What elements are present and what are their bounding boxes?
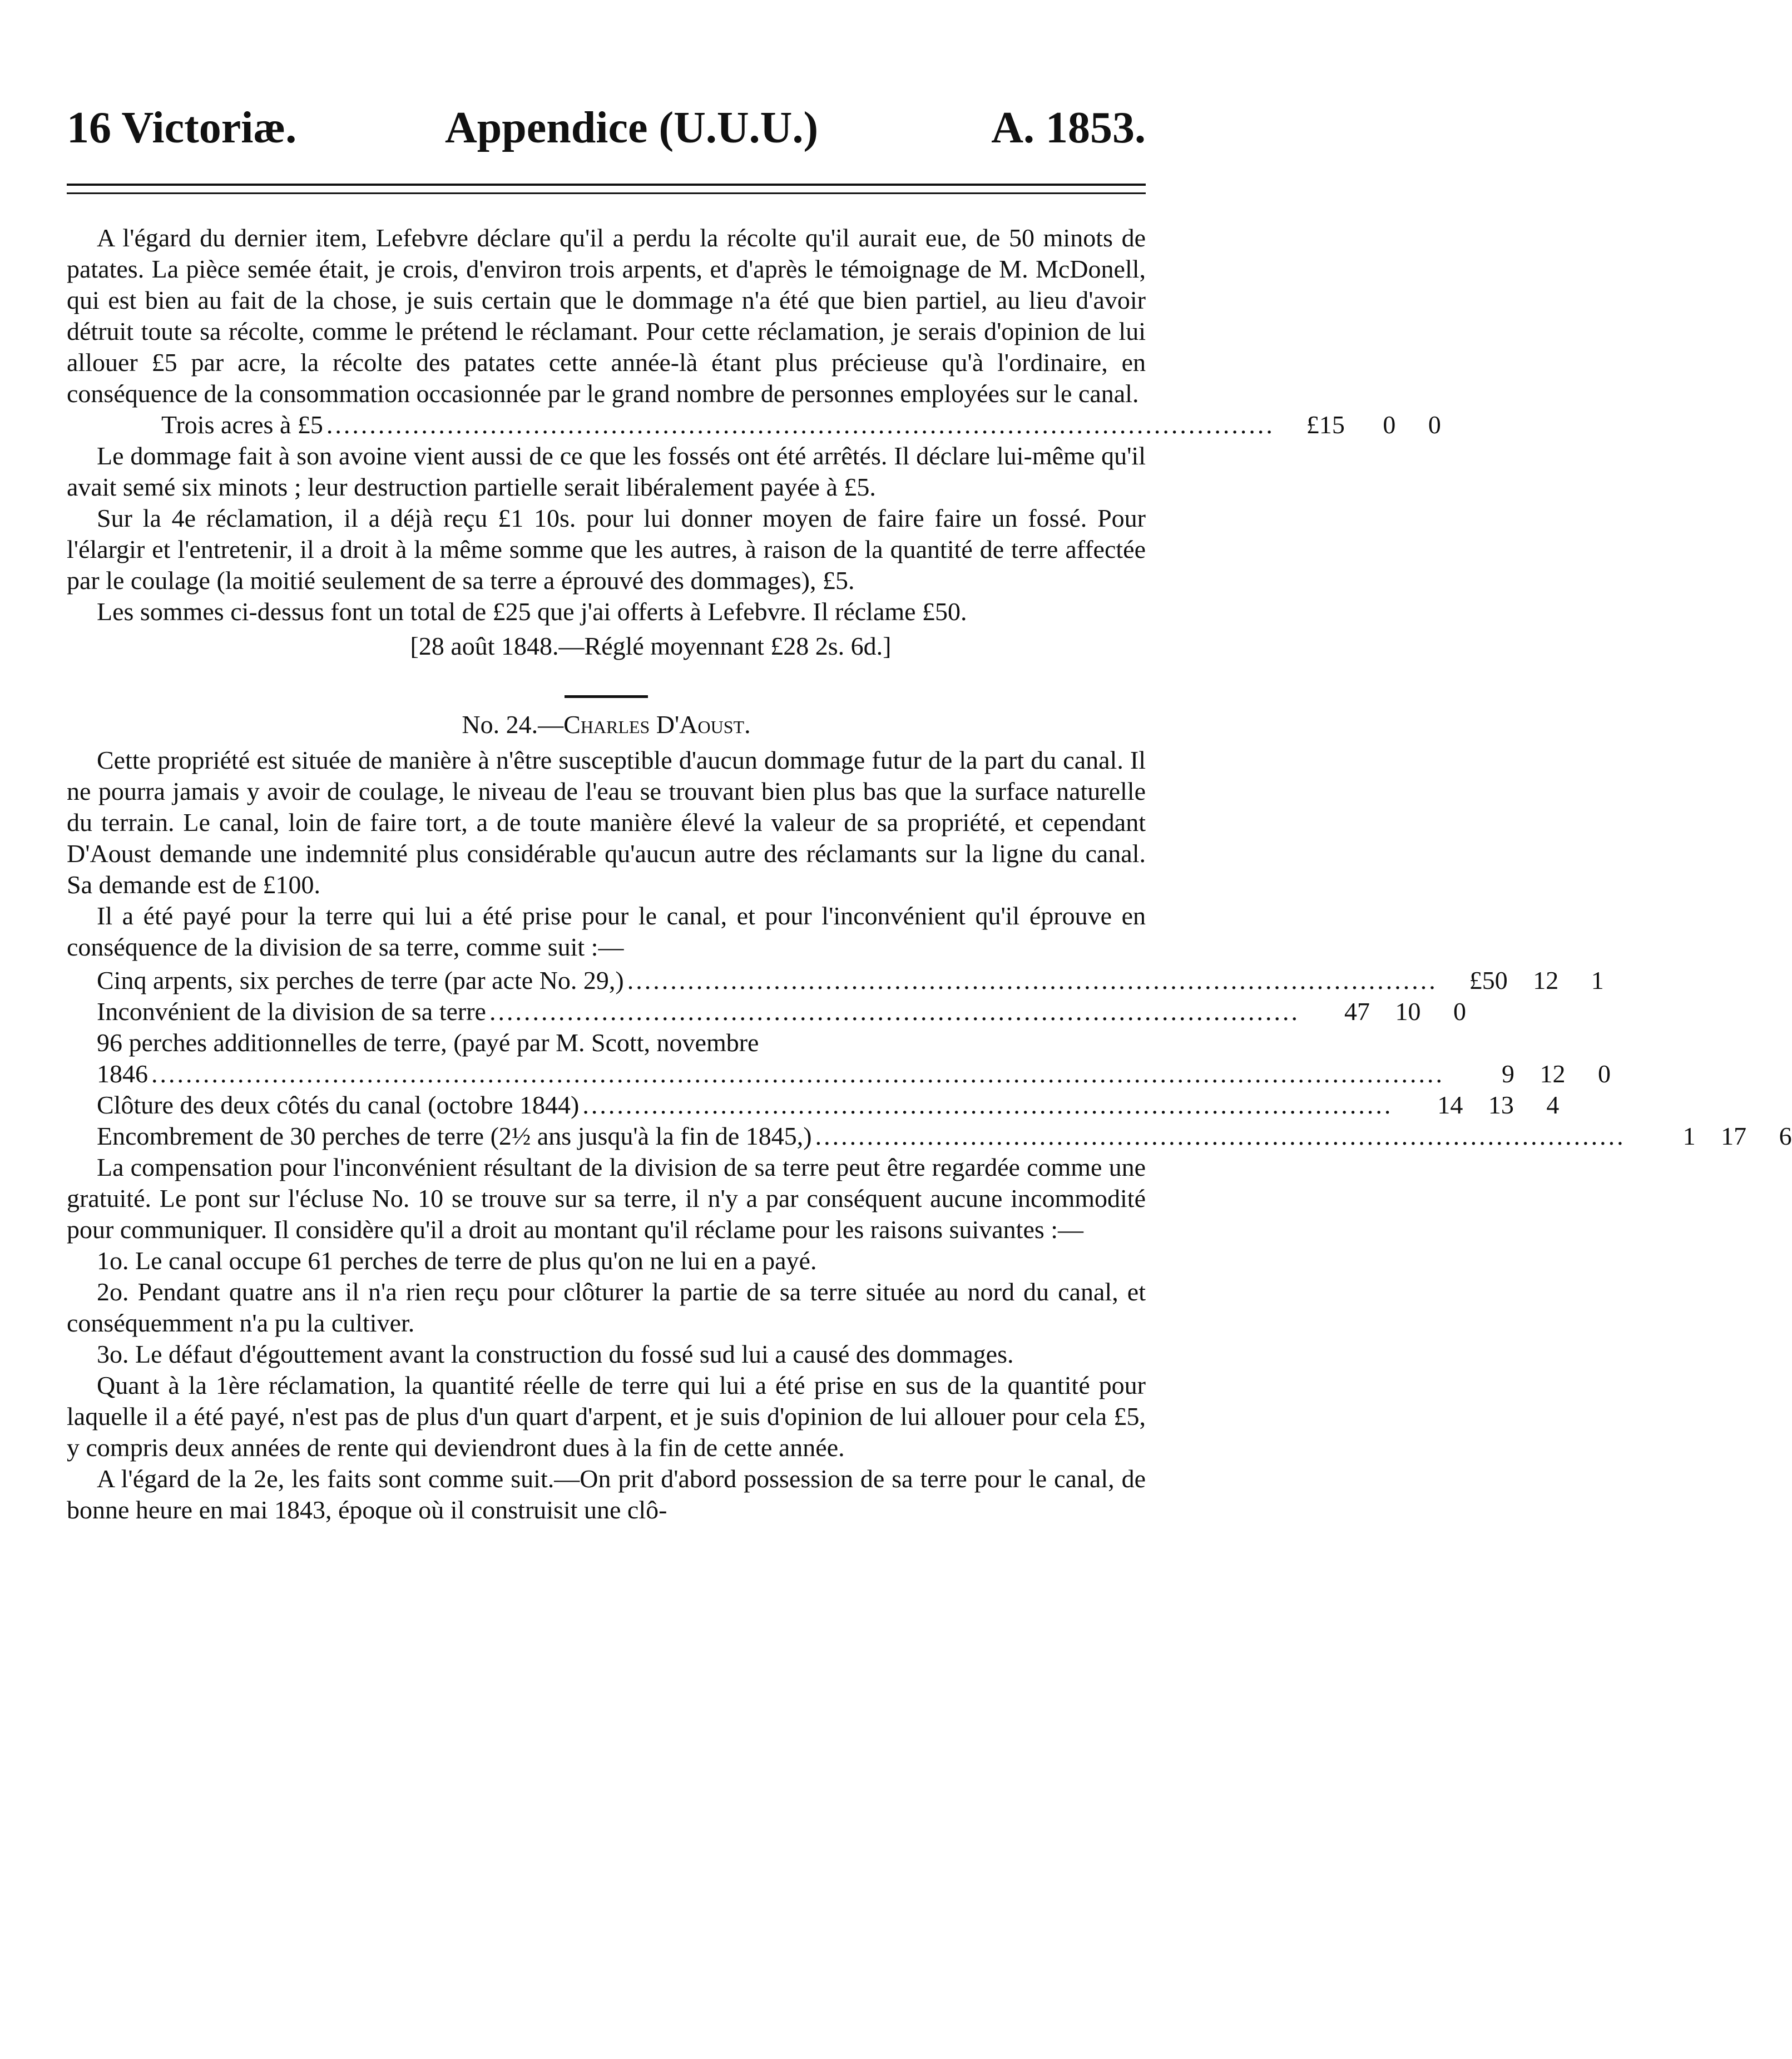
leader-dots: ...................................................................................................................................................... <box>151 1060 1444 1088</box>
amount-pence: 0 <box>1598 1060 1611 1088</box>
item-amount <box>1303 996 1466 1027</box>
amount-pence: 0 <box>1428 410 1441 439</box>
section-separator <box>565 695 648 698</box>
payment-item-label-line: 96 perches additionnelles de terre, (payé par M. Scott, novembre <box>97 1028 759 1057</box>
paragraph: Cette propriété est située de manière à n'être susceptible d'aucun dommage futur de la part du canal. Il ne pourra jamais y avoir de coulage, le niveau de l'eau se trouvant bien plus bas que la surface naturelle du terrain. Le canal, loin de faire tort, a de toute manière élevé la valeur de sa propriété, et cependant D'Aoust demande une indemnité plus considérable qu'aucun autre des réclamants sur la ligne du canal. Sa demande est de £100. <box>67 746 1146 899</box>
document-body <box>67 222 1792 1526</box>
section-heading <box>67 709 1146 740</box>
heading-number: No. 24.— <box>462 710 564 739</box>
amount-shillings: 0 <box>1383 410 1396 439</box>
amount-pence: 6 <box>1779 1122 1792 1150</box>
reason-2: 2o. Pendant quatre ans il n'a rien reçu pour clôturer la partie de sa terre située au nord du canal, et conséquemment n'a pu la cultiver. <box>67 1278 1146 1337</box>
paragraph: Le dommage fait à son avoine vient aussi de ce que les fossés ont été arrêtés. Il déclare lui-même qu'il avait semé six minots ; leur destruction partielle serait libéralement payée à £5. <box>67 442 1146 501</box>
item-label: Encombrement de 30 perches de terre (2½ ans jusqu'à la fin de 1845,) <box>97 1122 812 1150</box>
leader-dots: .............................................................................................. <box>815 1122 1626 1150</box>
item-amount <box>1396 1090 1559 1121</box>
heading-name: Charles D'Aoust. <box>563 710 751 739</box>
amount-shillings: 12 <box>1539 1060 1566 1088</box>
leader-dots: .............................................................................................. <box>627 966 1438 994</box>
header-session: 16 Victoriæ. <box>67 103 297 152</box>
header-rule-bottom <box>67 192 1146 194</box>
payment-item <box>67 965 1604 996</box>
item-label: Clôture des deux côtés du canal (octobre 1844) <box>97 1091 580 1119</box>
amount-pounds: 14 <box>1437 1091 1463 1119</box>
payment-item <box>67 996 1466 1027</box>
paragraph: La compensation pour l'inconvénient résultant de la division de sa terre peut être regardée comme une gratuité. Le pont sur l'écluse No. 10 se trouve sur sa terre, il n'y a par conséquent aucune incommodité pour communiquer. Il considère qu'il a droit au montant qu'il réclame pour les raisons suivantes :— <box>67 1153 1146 1244</box>
amount-value <box>1278 409 1441 440</box>
amount-pence: 4 <box>1546 1091 1560 1119</box>
amount-pounds: 1 <box>1682 1122 1696 1150</box>
running-header <box>67 95 1146 161</box>
leader-dots: .............................................................................................................. <box>326 410 1275 439</box>
amount-label: Trois acres à £5 <box>161 410 323 439</box>
settlement-note: [28 août 1848.—Réglé moyennant £28 2s. 6d.] <box>410 632 892 660</box>
amount-pounds: £15 <box>1306 410 1345 439</box>
paragraph: Quant à la 1ère réclamation, la quantité réelle de terre qui lui a été prise en sus de la quantité pour laquelle il a été payé, n'est pas de plus d'un quart d'arpent, et je suis d'opinion de lui allouer pour cela £5, y compris deux années de rente qui deviendront dues à la fin de cette année. <box>67 1371 1146 1462</box>
amount-pounds: 9 <box>1502 1060 1514 1088</box>
amount-pounds: 47 <box>1344 997 1370 1026</box>
amount-pounds: £50 <box>1469 966 1508 994</box>
reason-1: 1o. Le canal occupe 61 perches de terre de plus qu'on ne lui en a payé. <box>97 1246 817 1275</box>
leader-dots: .............................................................................................. <box>489 997 1300 1026</box>
payment-item <box>67 1058 1611 1090</box>
amount-shillings: 10 <box>1395 997 1421 1026</box>
item-amount <box>1629 1121 1792 1152</box>
payment-item <box>67 1121 1792 1152</box>
amount-pence: 0 <box>1453 997 1466 1026</box>
header-appendix: Appendice (U.U.U.) <box>445 103 819 152</box>
amount-shillings: 12 <box>1533 966 1559 994</box>
paragraph: Il a été payé pour la terre qui lui a été prise pour le canal, et pour l'inconvénient qu'il éprouve en conséquence de la division de sa terre, comme suit :— <box>67 902 1146 961</box>
item-amount <box>1441 965 1604 996</box>
leader-dots: .............................................................................................. <box>582 1091 1393 1119</box>
paragraph: A l'égard de la 2e, les faits sont comme suit.—On prit d'abord possession de sa terre pour le canal, de bonne heure en mai 1843, époque où il construisit une clô- <box>67 1464 1146 1524</box>
header-rule-top <box>67 184 1146 186</box>
amount-line <box>161 409 1441 440</box>
payment-item <box>67 1090 1560 1121</box>
header-year: A. 1853. <box>991 103 1146 152</box>
amount-pence: 1 <box>1591 966 1604 994</box>
item-amount <box>1448 1058 1611 1090</box>
amount-shillings: 17 <box>1721 1122 1747 1150</box>
paragraph: A l'égard du dernier item, Lefebvre déclare qu'il a perdu la récolte qu'il aurait eue, de 50 minots de patates. La pièce semée était, je crois, d'environ trois arpents, et d'après le témoignage de M. McDonell, qui est bien au fait de la chose, je suis certain que le dommage n'a été que bien partiel, au lieu d'avoir détruit toute sa récolte, comme le prétend le réclamant. Pour cette réclamation, je serais d'opinion de lui allouer £5 par acre, la récolte des patates cette année-là étant plus précieuse qu'à l'ordinaire, en conséquence de la consommation occasionnée par le grand nombre de personnes employées sur le canal. <box>67 224 1146 408</box>
paragraph: Sur la 4e réclamation, il a déjà reçu £1 10s. pour lui donner moyen de faire faire un fossé. Pour l'élargir et l'entretenir, il a droit à la même somme que les autres, à raison de la quantité de terre affectée par le coulage (la moitié seulement de sa terre a éprouvé des dommages), £5. <box>67 504 1146 595</box>
item-label: 1846 <box>97 1060 148 1088</box>
amount-shillings: 13 <box>1488 1091 1514 1119</box>
item-label: Inconvénient de la division de sa terre <box>97 997 486 1026</box>
paragraph: Les sommes ci-dessus font un total de £25 que j'ai offerts à Lefebvre. Il réclame £50. <box>97 597 967 626</box>
item-label: Cinq arpents, six perches de terre (par acte No. 29,) <box>97 966 624 994</box>
reason-3: 3o. Le défaut d'égouttement avant la construction du fossé sud lui a causé des dommages. <box>97 1340 1014 1368</box>
payment-list <box>67 965 1792 1152</box>
